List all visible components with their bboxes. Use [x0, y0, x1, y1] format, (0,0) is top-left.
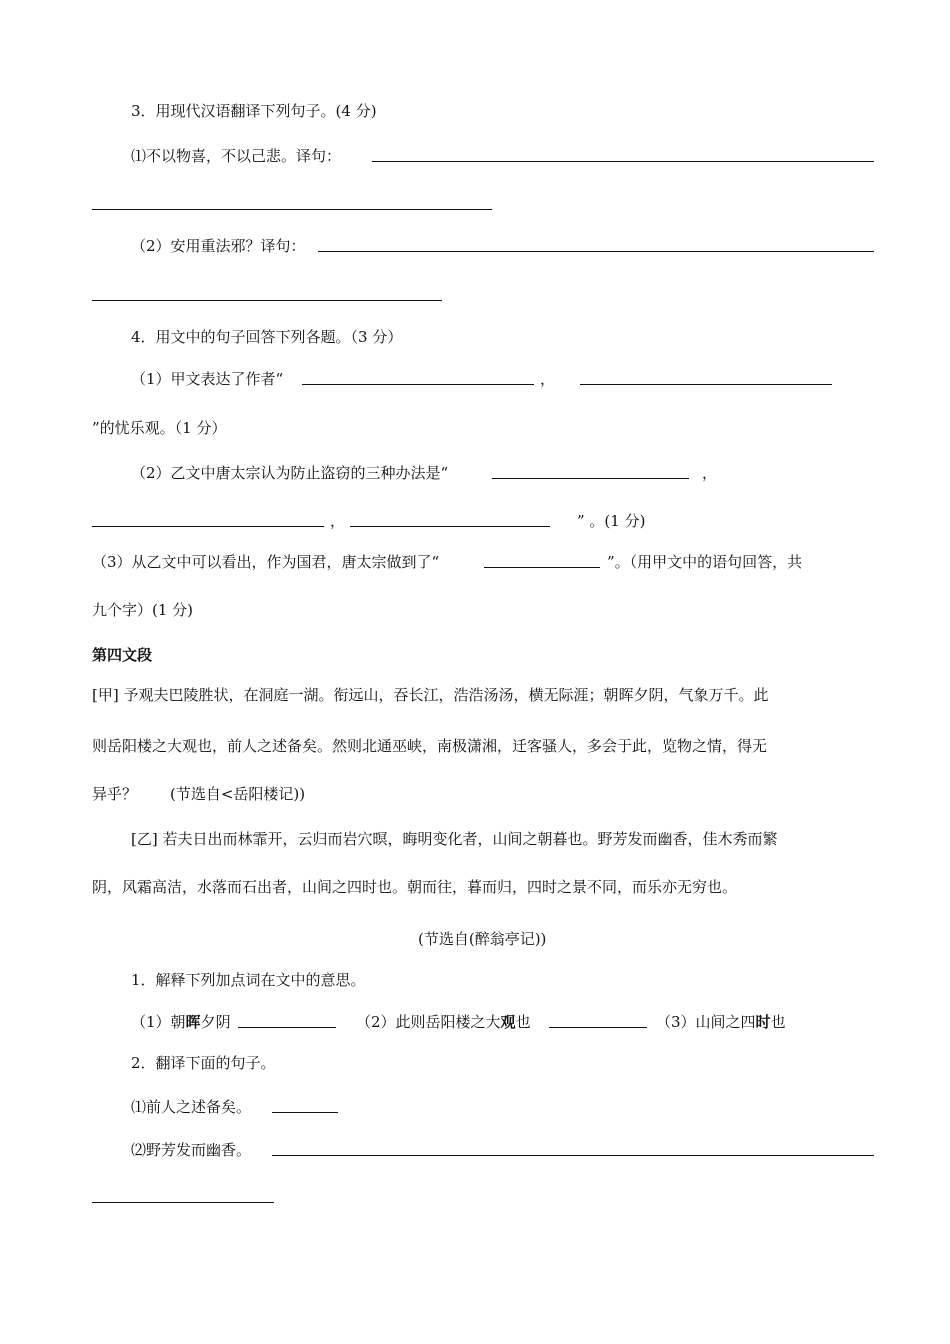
s4q2-item1-blank[interactable] [272, 1112, 338, 1113]
section4-heading: 第四文段 [92, 646, 153, 664]
s4q2-item2: ⑵野芳发而幽香。 [131, 1141, 252, 1159]
s4q1-a-blank[interactable] [238, 1027, 336, 1028]
s4q1-b-blank[interactable] [549, 1027, 647, 1028]
q4-item3-blank[interactable] [484, 567, 600, 568]
s4q2-item2-blank-cont[interactable] [92, 1202, 274, 1203]
s4q2-title: 2．翻译下面的句子。 [131, 1054, 276, 1072]
section4-yi-line1: [乙] 若夫日出而林霏开，云归而岩穴暝，晦明变化者，山间之朝暮也。野芳发而幽香，佳木秀而繁 [131, 830, 778, 848]
s4q1-title: 1．解释下列加点词在文中的意思。 [131, 971, 366, 989]
s4q1-c-key: 时 [755, 1013, 771, 1031]
s4q1-b-post: 也 [515, 1013, 531, 1031]
s4q1-item-b [356, 1012, 531, 1032]
s4q1-a-pre: （1）朝 [131, 1013, 186, 1031]
section4-jia-line3: 异乎？ [92, 785, 138, 803]
q3-title: 3．用现代汉语翻译下列句子。(4 分) [131, 102, 377, 120]
q4-item2-blank-1[interactable] [492, 478, 689, 479]
s4q1-c-post: 也 [770, 1013, 786, 1031]
q4-item2-prefix: （2）乙文中唐太宗认为防止盗窃的三种办法是“ [131, 464, 449, 482]
section4-jia-source: (节选自<岳阳楼记)) [170, 785, 306, 803]
q3-item2-label: （2）安用重法邪？译句： [131, 237, 306, 255]
s4q1-c-pre: （3）山间之四 [656, 1013, 756, 1031]
q4-item2-suffix: ” 。(1 分) [577, 512, 646, 530]
q4-item2-blank-3[interactable] [350, 526, 550, 527]
s4q1-a-post: 夕阴 [200, 1013, 231, 1031]
q4-item1-blank-1[interactable] [302, 384, 534, 385]
q4-item1-suffix: ”的忧乐观。（1 分） [92, 419, 227, 437]
q4-item2-sep2: ， [330, 512, 346, 530]
section4-yi-source: (节选自(醉翁亭记)) [418, 930, 547, 948]
section4-jia-line2: 则岳阳楼之大观也，前人之述备矣。然则北通巫峡，南极潇湘，迁客骚人，多会于此，览物之情，得无 [92, 737, 768, 755]
s4q2-item2-blank[interactable] [272, 1155, 874, 1156]
s4q1-item-c [656, 1012, 786, 1032]
q3-item1-answer-line[interactable] [372, 161, 874, 162]
section4-yi-line2: 阴，风霜高洁，水落而石出者，山间之四时也。朝而往，暮而归，四时之景不同，而乐亦无穷也。 [92, 878, 738, 896]
s4q1-item-a [131, 1012, 231, 1032]
q3-item1-answer-line-cont[interactable] [92, 209, 492, 210]
q3-item1-label: ⑴不以物喜，不以己悲。译句： [131, 147, 342, 165]
q4-item3-suffix: ”。（用甲文中的语句回答，共 [607, 553, 803, 571]
s4q2-item1: ⑴前人之述备矣。 [131, 1098, 252, 1116]
s4q1-b-pre: （2）此则岳阳楼之大 [356, 1013, 501, 1031]
q4-item1-prefix: （1）甲文表达了作者“ [131, 370, 284, 388]
q3-item2-answer-line[interactable] [318, 251, 874, 252]
q4-item1-sep: ， [540, 370, 556, 388]
q4-item3-cont: 九个字）(1 分) [92, 601, 194, 619]
s4q1-a-key: 晖 [185, 1013, 201, 1031]
q3-item2-answer-line-cont[interactable] [92, 300, 442, 301]
q4-item2-blank-2[interactable] [92, 526, 324, 527]
section4-jia-line1: [甲] 予观夫巴陵胜状，在洞庭一湖。衔远山，吞长江，浩浩汤汤，横无际涯；朝晖夕阴，气象万千。此 [92, 686, 769, 704]
q4-item1-blank-2[interactable] [580, 384, 832, 385]
q4-item3-prefix: （3）从乙文中可以看出，作为国君，唐太宗做到了“ [92, 553, 440, 571]
s4q1-b-key: 观 [500, 1013, 516, 1031]
q4-item2-sep1: ， [702, 464, 718, 482]
q4-title: 4．用文中的句子回答下列各题。（3 分） [131, 328, 403, 346]
